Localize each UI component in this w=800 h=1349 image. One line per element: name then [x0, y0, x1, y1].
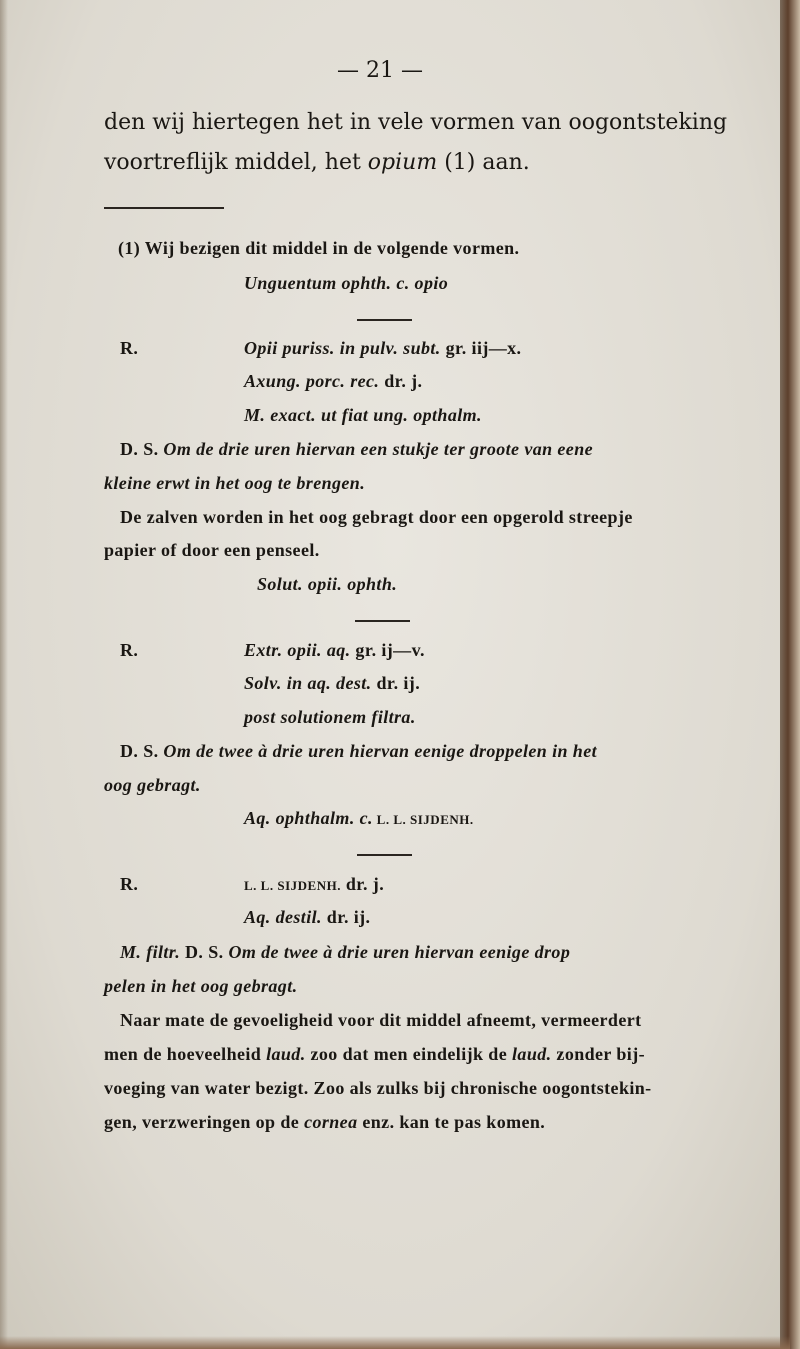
- text-span: gr. ij—v.: [350, 640, 425, 660]
- footnote-intro: (1) Wij bezigen dit middel in de volgende vormen.: [118, 238, 520, 258]
- text-span-italic: Om de twee à drie uren hiervan eenige drop: [228, 942, 571, 962]
- text-span: D. S.: [120, 439, 164, 459]
- text-span: dr. j.: [340, 874, 385, 894]
- text-span-italic: Om de drie uren hiervan een stukje ter groote van eene: [163, 439, 593, 459]
- text-span-italic: Aq. ophthalm. c.: [244, 808, 373, 828]
- formula-1-r: R.: [120, 338, 139, 358]
- formula-3-directions: [120, 942, 570, 963]
- page-binding-edge: [780, 0, 800, 1349]
- formula-2-directions: [120, 741, 597, 762]
- formula-3-directions-cont: pelen in het oog gebragt.: [104, 976, 298, 996]
- formula-3-line-b: [244, 907, 370, 928]
- page-number: — 21 —: [337, 58, 423, 83]
- formula-2-r: R.: [120, 640, 139, 660]
- text-span-italic: Aq. destil.: [244, 907, 322, 927]
- paragraph-1-line-2: papier of door een penseel.: [104, 540, 320, 560]
- formula-2-line-c: post solutionem filtra.: [244, 707, 416, 727]
- formula-1-directions-cont: kleine erwt in het oog te brengen.: [104, 473, 366, 493]
- text-span-smallcaps: L. L. SIJDENH.: [244, 878, 341, 893]
- page-bottom-edge: [0, 1336, 790, 1349]
- formula-1-directions: [120, 439, 593, 460]
- formula-2-directions-cont: oog gebragt.: [104, 775, 201, 795]
- text-span-italic: opium: [367, 150, 438, 175]
- formula-3-title: [244, 808, 474, 829]
- formula-2-title: Solut. opii. ophth.: [257, 574, 398, 594]
- text-span: men de hoeveelheid: [104, 1044, 267, 1064]
- formula-1-divider: [357, 319, 412, 321]
- paragraph-2-line-1: Naar mate de gevoeligheid voor dit middel afneemt, vermeerdert: [120, 1010, 642, 1030]
- paragraph-1-line-1: De zalven worden in het oog gebragt door een opgerold streepje: [120, 507, 633, 527]
- text-span: (1) aan.: [437, 150, 530, 175]
- text-span-italic: Om de twee à drie uren hiervan eenige droppelen in het: [163, 741, 598, 761]
- text-span-italic: laud.: [512, 1044, 552, 1064]
- text-span-italic: laud.: [266, 1044, 306, 1064]
- text-span-italic: Solv. in aq. dest.: [244, 673, 372, 693]
- formula-3-divider: [357, 854, 412, 856]
- formula-3-line-a: [244, 874, 384, 895]
- text-span: D. S.: [120, 741, 164, 761]
- text-span: dr. ij.: [321, 907, 371, 927]
- text-span: voortreflijk middel, het: [104, 150, 368, 175]
- text-span-italic: Extr. opii. aq.: [244, 640, 351, 660]
- text-span-italic: cornea: [304, 1112, 358, 1132]
- footnote-separator: [104, 207, 224, 209]
- text-span: D. S.: [180, 942, 229, 962]
- text-span-italic: Axung. porc. rec.: [244, 371, 380, 391]
- formula-1-line-c: M. exact. ut fiat ung. opthalm.: [244, 405, 482, 425]
- text-span: gr. iij—x.: [440, 338, 522, 358]
- main-text-line-2: [104, 150, 530, 175]
- main-text-line-1: den wij hiertegen het in vele vormen van oogontsteking: [104, 110, 728, 135]
- formula-1-line-a: [244, 338, 521, 359]
- text-span: zoo dat men eindelijk de: [305, 1044, 513, 1064]
- formula-1-line-b: [244, 371, 422, 392]
- paragraph-2-line-3: voeging van water bezigt. Zoo als zulks bij chronische oogontstekin-: [104, 1078, 652, 1098]
- formula-3-r: R.: [120, 874, 139, 894]
- text-span-italic: M. filtr.: [120, 942, 181, 962]
- page-left-edge: [0, 0, 8, 1349]
- text-span: gen, verzweringen op de: [104, 1112, 305, 1132]
- formula-2-divider: [355, 620, 410, 622]
- text-span-smallcaps: L. L. SIJDENH.: [372, 812, 474, 827]
- paragraph-2-line-4: [104, 1112, 545, 1133]
- text-span: zonder bij-: [551, 1044, 645, 1064]
- formula-2-line-b: [244, 673, 420, 694]
- text-span: dr. ij.: [371, 673, 421, 693]
- text-span: enz. kan te pas komen.: [357, 1112, 546, 1132]
- formula-2-line-a: [244, 640, 425, 661]
- formula-1-title: Unguentum ophth. c. opio: [244, 273, 449, 293]
- paragraph-2-line-2: [104, 1044, 645, 1065]
- text-span-italic: Opii puriss. in pulv. subt.: [244, 338, 441, 358]
- text-span: dr. j.: [379, 371, 423, 391]
